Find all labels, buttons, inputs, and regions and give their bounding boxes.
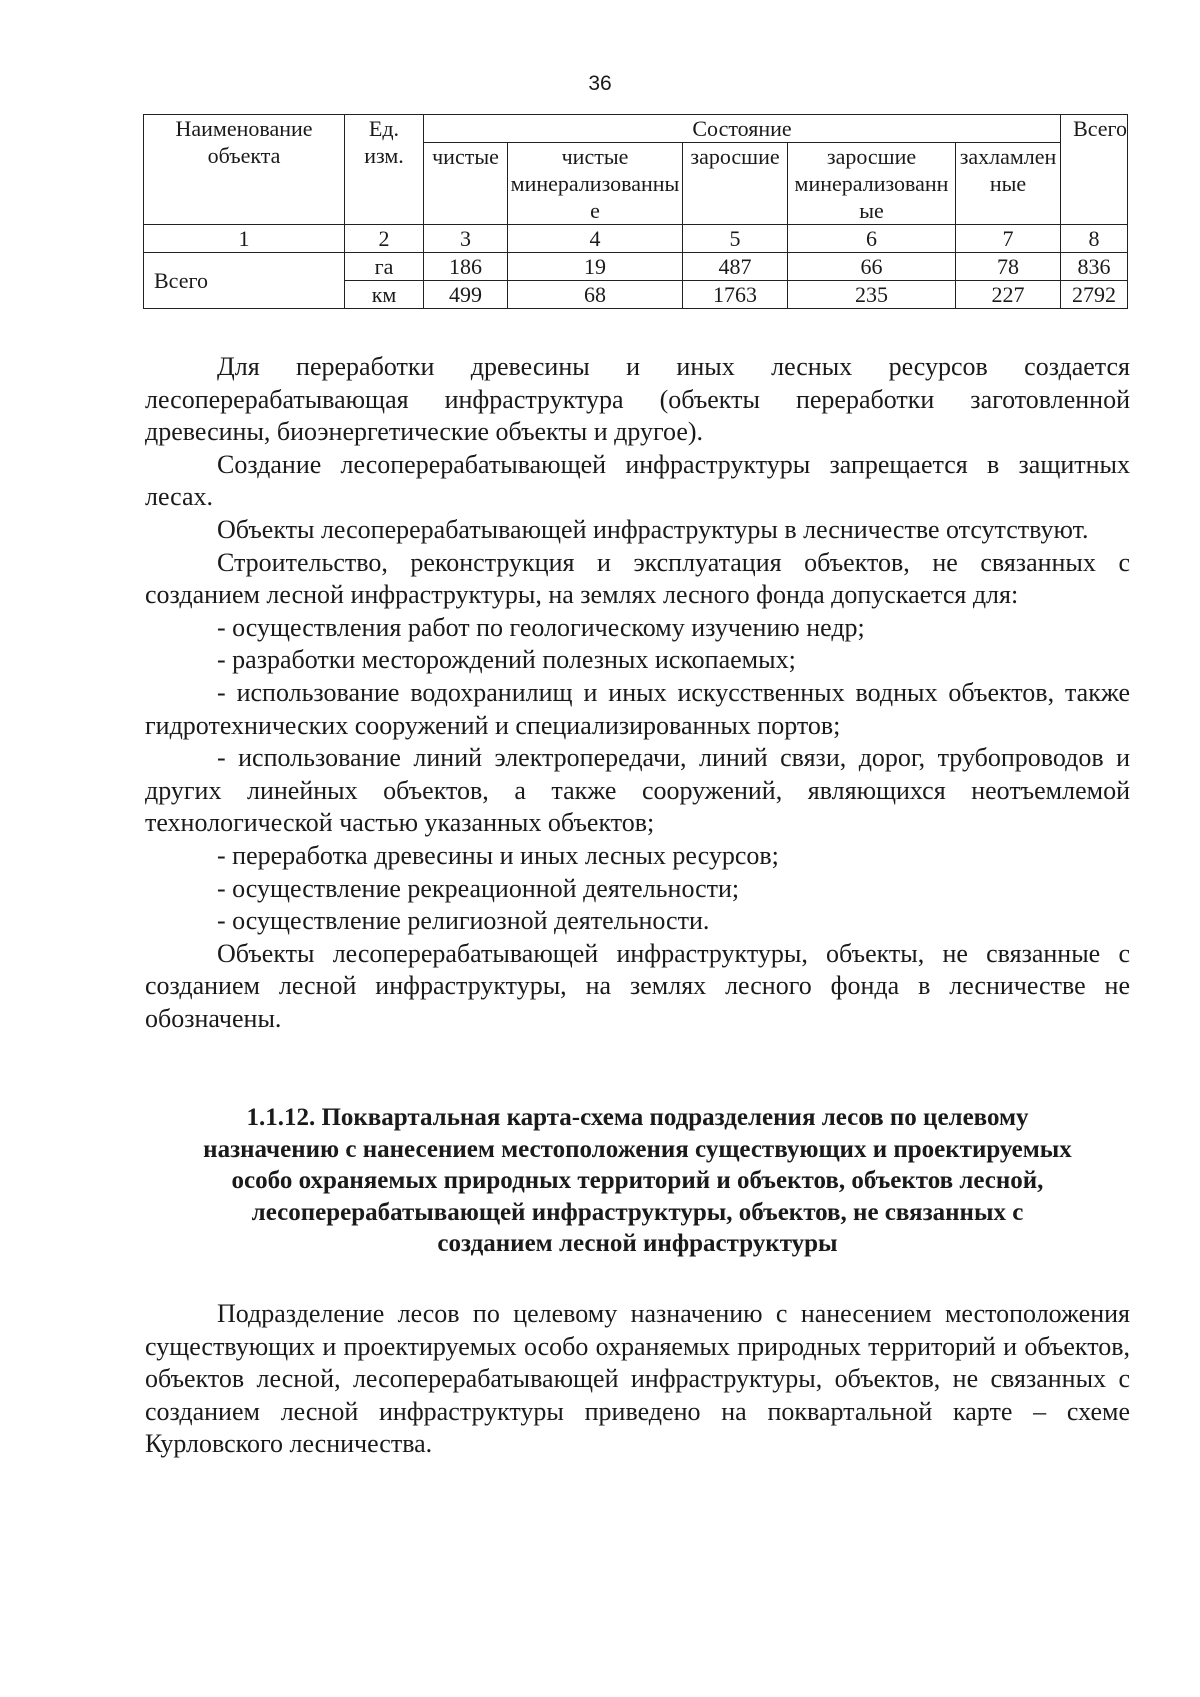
table-row-ha bbox=[144, 253, 1128, 281]
value-cell: 487 bbox=[683, 253, 788, 281]
table-index-row bbox=[144, 225, 1128, 253]
section-text bbox=[145, 1298, 1130, 1461]
subheader-overgrown: заросшие bbox=[683, 143, 788, 225]
heading-line: 1.1.12. Поквартальная карта-схема подразделения лесов по целевому bbox=[246, 1104, 1029, 1131]
list-item: - осуществление рекреационной деятельности; bbox=[217, 873, 740, 903]
paragraph: Строительство, реконструкция и эксплуатация объектов, не связанных с созданием лесной инфраструктуры, на землях лесного фонда допускается для: bbox=[145, 547, 1130, 610]
subheader-clean: чистые bbox=[424, 143, 508, 225]
total-cell: 2792 bbox=[1061, 281, 1128, 309]
index-cell: 6 bbox=[788, 225, 956, 253]
forest-roads-state-table bbox=[143, 114, 1128, 309]
heading-line: особо охраняемых природных территорий и объектов, объектов лесной, bbox=[231, 1167, 1044, 1194]
value-cell: 19 bbox=[508, 253, 683, 281]
value-cell: 499 bbox=[424, 281, 508, 309]
paragraph: Объекты лесоперерабатывающей инфраструктуры, объекты, не связанные с созданием лесной инфраструктуры, на землях лесного фонда в лесничестве не обозначены. bbox=[145, 938, 1130, 1033]
header-name: Наименование объекта bbox=[144, 115, 345, 225]
paragraph: Объекты лесоперерабатывающей инфраструктуры в лесничестве отсутствуют. bbox=[217, 514, 1089, 544]
list-item: - осуществление религиозной деятельности. bbox=[217, 906, 710, 936]
list-item: - разработки месторождений полезных ископаемых; bbox=[217, 645, 796, 675]
list-item: - переработка древесины и иных лесных ресурсов; bbox=[217, 840, 779, 870]
paragraph: Для переработки древесины и иных лесных ресурсов создается лесоперерабатывающая инфраструктура (объекты переработки заготовленной древесины, биоэнергетические объекты и другое). bbox=[145, 352, 1130, 447]
index-cell: 2 bbox=[345, 225, 424, 253]
header-total: Всего bbox=[1061, 115, 1128, 225]
index-cell: 3 bbox=[424, 225, 508, 253]
header-unit: Ед. изм. bbox=[345, 115, 424, 225]
section-heading bbox=[145, 1102, 1130, 1260]
index-cell: 1 bbox=[144, 225, 345, 253]
subheader-overgrown-mineralized: заросшие минерализованные bbox=[788, 143, 956, 225]
index-cell: 7 bbox=[956, 225, 1061, 253]
heading-line: назначению с нанесением местоположения существующих и проектируемых bbox=[203, 1135, 1072, 1163]
subheader-clean-mineralized: чистые минерализованные bbox=[508, 143, 683, 225]
value-cell: 186 bbox=[424, 253, 508, 281]
value-cell: 227 bbox=[956, 281, 1061, 309]
page-number: 36 bbox=[588, 72, 612, 95]
value-cell: 68 bbox=[508, 281, 683, 309]
group-label: Всего bbox=[144, 253, 345, 309]
value-cell: 235 bbox=[788, 281, 956, 309]
table-header-row bbox=[144, 115, 1128, 143]
header-state: Состояние bbox=[424, 115, 1061, 143]
unit-cell: км bbox=[345, 281, 424, 309]
heading-line: созданием лесной инфраструктуры bbox=[437, 1230, 838, 1257]
subheader-cluttered: захламленные bbox=[956, 143, 1061, 225]
total-cell: 836 bbox=[1061, 253, 1128, 281]
list-item: - использование водохранилищ и иных искусственных водных объектов, также гидротехнических сооружений и специализированных портов; bbox=[145, 677, 1130, 740]
index-cell: 8 bbox=[1061, 225, 1128, 253]
value-cell: 1763 bbox=[683, 281, 788, 309]
list-item: - использование линий электропередачи, линий связи, дорог, трубопроводов и других линейных объектов, а также сооружений, являющихся неотъемлемой технологической частью указанных объектов; bbox=[145, 743, 1130, 838]
main-text bbox=[145, 351, 1130, 1035]
index-cell: 4 bbox=[508, 225, 683, 253]
list-item: - осуществления работ по геологическому изучению недр; bbox=[217, 612, 865, 642]
paragraph: Создание лесоперерабатывающей инфраструктуры запрещается в защитных лесах. bbox=[145, 449, 1130, 512]
unit-cell: га bbox=[345, 253, 424, 281]
index-cell: 5 bbox=[683, 225, 788, 253]
value-cell: 66 bbox=[788, 253, 956, 281]
value-cell: 78 bbox=[956, 253, 1061, 281]
heading-line: лесоперерабатывающей инфраструктуры, объектов, не связанных с bbox=[251, 1198, 1024, 1226]
paragraph: Подразделение лесов по целевому назначению с нанесением местоположения существующих и проектируемых особо охраняемых природных территорий и объектов, объектов лесной, лесоперерабатывающей инфраструктуры, объектов, не связанных с созданием лесной инфраструктуры приведено на поквартальной карте – схеме Курловского лесничества. bbox=[145, 1299, 1130, 1459]
